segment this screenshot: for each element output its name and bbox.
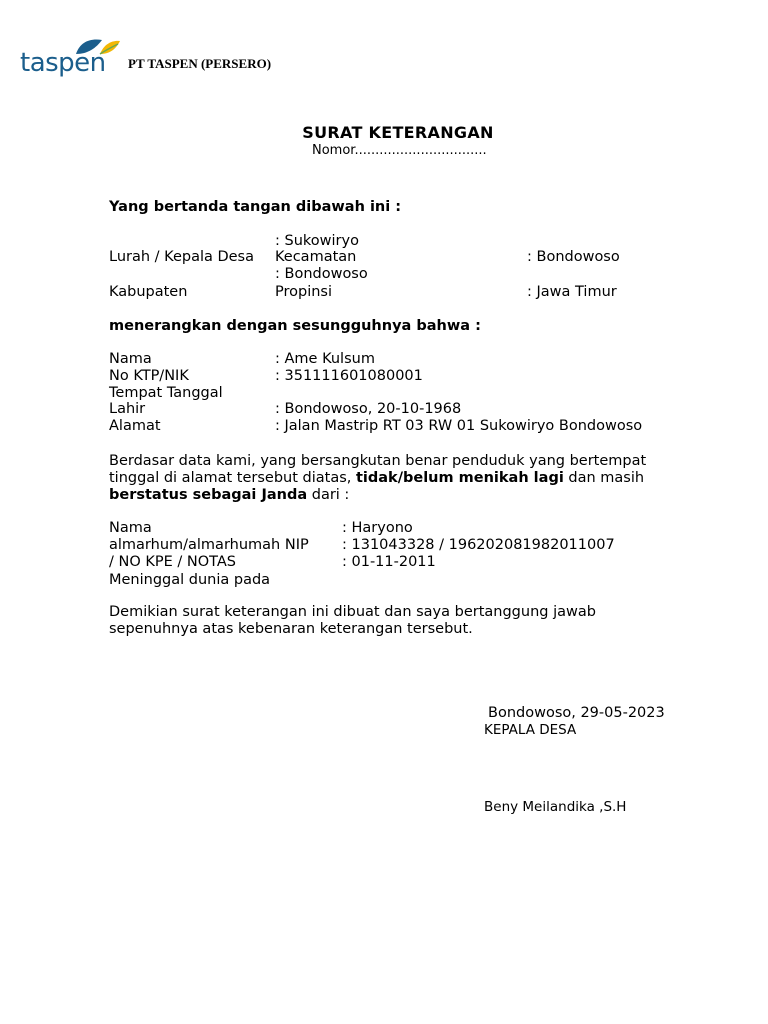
deceased-label-line4: Meninggal dunia pada xyxy=(109,572,271,588)
deceased-label-line2: almarhum/almarhumah NIP xyxy=(109,537,309,553)
place-date: Bondowoso, 29-05-2023 xyxy=(488,705,665,721)
kecamatan-value: : Bondowoso xyxy=(527,249,620,265)
kabupaten-value: : Bondowoso xyxy=(275,266,368,282)
alamat-value: : Jalan Mastrip RT 03 RW 01 Sukowiryo Bondowoso xyxy=(275,418,643,434)
closing-line1: Demikian surat keterangan ini dibuat dan saya bertanggung jawab xyxy=(109,604,596,620)
kecamatan-label: Kecamatan xyxy=(275,249,357,265)
kabupaten-label: Kabupaten xyxy=(109,284,188,300)
company-name: PT TASPEN (PERSERO) xyxy=(128,56,272,71)
statement-line2-end: dan masih xyxy=(563,470,645,486)
propinsi-value: : Jawa Timur xyxy=(527,284,617,300)
ktp-value: : 351111601080001 xyxy=(275,368,423,384)
signer-position: KEPALA DESA xyxy=(484,722,577,738)
taspen-logo xyxy=(20,38,120,78)
statement-emphasis: tidak/belum menikah lagi xyxy=(355,470,564,486)
statement-line3 xyxy=(109,487,699,504)
statement-line3-end: dari : xyxy=(307,487,350,503)
statement-paragraph xyxy=(109,453,699,504)
nama-value: : Ame Kulsum xyxy=(275,351,375,367)
alamat-label: Alamat xyxy=(109,418,161,434)
ttl-label-line2: Lahir xyxy=(109,401,146,417)
nama-label: Nama xyxy=(109,351,152,367)
statement-line1: Berdasar data kami, yang bersangkutan benar penduduk yang bertempat xyxy=(109,453,647,469)
closing-paragraph xyxy=(109,604,699,638)
deceased-label-line1: Nama xyxy=(109,520,152,536)
document-number: Nomor................................ xyxy=(312,143,487,158)
signer-name: Beny Meilandika ,S.H xyxy=(484,799,627,815)
desa-value: : Sukowiryo xyxy=(275,233,359,249)
lurah-label: Lurah / Kepala Desa xyxy=(109,249,254,265)
deceased-name-value: : Haryono xyxy=(342,520,413,536)
closing-line2: sepenuhnya atas kebenaran keterangan tersebut. xyxy=(109,621,473,637)
deceased-nip-value: : 131043328 / 196202081982011007 xyxy=(342,537,615,553)
statement-line2-text: tinggal di alamat tersebut diatas, xyxy=(109,470,356,486)
deceased-date-value: : 01-11-2011 xyxy=(342,554,436,570)
ttl-value: : Bondowoso, 20-10-1968 xyxy=(275,401,462,417)
propinsi-label: Propinsi xyxy=(275,284,333,300)
intro-text: Yang bertanda tangan dibawah ini : xyxy=(109,199,402,215)
document-title: SURAT KETERANGAN xyxy=(302,123,494,142)
deceased-label-line3: / NO KPE / NOTAS xyxy=(109,554,236,570)
declare-text: menerangkan dengan sesungguhnya bahwa : xyxy=(109,318,481,334)
ktp-label: No KTP/NIK xyxy=(109,368,189,384)
statement-line2 xyxy=(109,470,699,487)
ttl-label-line1: Tempat Tanggal xyxy=(109,385,223,401)
logo-text: taspen xyxy=(20,48,106,78)
status-emphasis: berstatus sebagai Janda xyxy=(109,487,308,503)
